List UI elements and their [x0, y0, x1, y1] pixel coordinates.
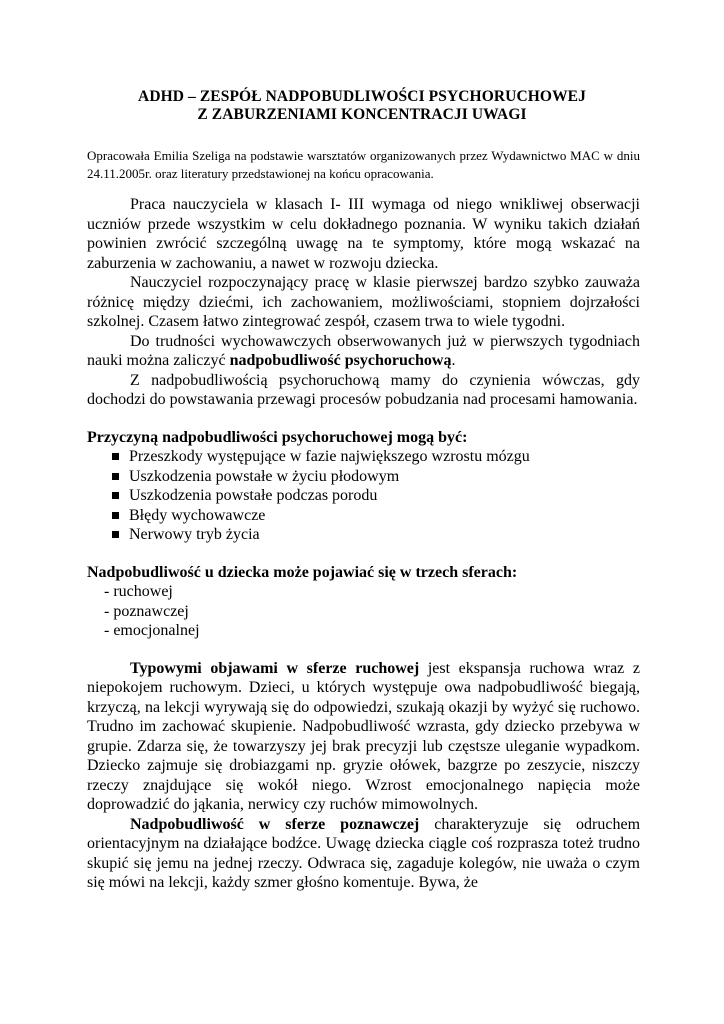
motor-sphere-bold: Typowymi objawami w sferze ruchowej	[130, 659, 420, 677]
list-item	[87, 447, 640, 467]
bullet-icon	[112, 473, 119, 480]
motor-sphere-text: jest ekspansja ruchowa wraz z niepokojem ruchowym. Dzieci, u których występuje owa nadpobudliwość biegają, krzyczą, na lekcji wyrywają się do odpowiedzi, szukają okazji by wyżyć się ruchowo. Trudno im zachować skupienie. Nadpobudliwość wzrasta, gdy dziecko przebywa w grupie. Zdarza się, że towarzyszy jej brak precyzji lub częstsze uleganie wypadkom. Dziecko zajmuje się drobiazgami np. gryzie ołówek, bazgrze po zeszycie, niszczy rzeczy znajdujące się wokół niego. Wzrost emocjonalnego napięcia może doprowadzić do jąkania, nerwicy czy ruchów mimowolnych.	[87, 659, 641, 813]
paragraph-1: Praca nauczyciela w klasach I- III wymaga od niego wnikliwej obserwacji uczniów przede wszystkim w celu dokładnego poznania. W wyniku takich działań powinien zwrócić szczególną uwagę na te symptomy, które mogą wskazać na zaburzenia w zachowaniu, a nawet w rozwoju dziecka.	[87, 196, 640, 272]
main-text	[87, 195, 640, 893]
list-item-text: Uszkodzenia powstałe w życiu płodowym	[129, 467, 400, 485]
document-title-line-2: Z ZABURZENIAMI KONCENTRACJI UWAGI	[197, 106, 527, 123]
sphere-item: - emocjonalnej	[104, 622, 200, 639]
sphere-item: - poznawczej	[104, 602, 189, 620]
paragraph-2: Nauczyciel rozpoczynający pracę w klasie pierwszej bardzo szybko zauważa różnicę między dziećmi, ich zachowaniem, możliwościami, stopniem dojrzałości szkolnej. Czasem łatwo zintegrować zespół, czasem trwa to wiele tygodni.	[87, 274, 640, 330]
cognitive-sphere-bold: Nadpobudliwość w sferze poznawczej	[130, 815, 420, 833]
cognitive-sphere-paragraph	[87, 815, 640, 893]
author-note: Opracowała Emilia Szeliga na podstawie warsztatów organizowanych przez Wydawnictwo MAC w dniu 24.11.2005r. oraz literatury przedstawionej na końcu opracowania.	[87, 148, 640, 181]
list-item-text: Przeszkody występujące w fazie największego wzrostu mózgu	[129, 448, 530, 465]
sphere-item: - ruchowej	[104, 583, 173, 600]
bullet-icon	[112, 453, 119, 460]
paragraph-3	[87, 332, 640, 371]
paragraph-3-text: Do trudności wychowawczych obserwowanych już w pierwszych tygodniach nauki można zaliczyć	[87, 332, 640, 369]
bullet-icon	[112, 492, 119, 499]
list-item	[87, 525, 640, 545]
bullet-icon	[112, 531, 119, 538]
list-item-text: Uszkodzenia powstałe podczas porodu	[129, 487, 378, 504]
causes-heading: Przyczyną nadpobudliwości psychoruchowej mogą być:	[87, 428, 468, 446]
spheres-heading: Nadpobudliwość u dziecka może pojawiać się w trzech sferach:	[87, 563, 518, 581]
paragraph-4: Z nadpobudliwością psychoruchową mamy do czynienia wówczas, gdy dochodzi do powstawania przewagi procesów pobudzania nad procesami hamowania.	[87, 371, 640, 408]
causes-list	[87, 447, 640, 545]
list-item	[87, 486, 640, 506]
document-title-line-1: ADHD – ZESPÓŁ NADPOBUDLIWOŚCI PSYCHORUCHOWEJ	[138, 88, 586, 105]
list-item	[87, 506, 640, 526]
bullet-icon	[112, 512, 119, 519]
paragraph-3-bold: nadpobudliwość psychoruchową	[229, 352, 452, 369]
motor-sphere-paragraph	[87, 659, 640, 815]
list-item-text: Błędy wychowawcze	[129, 506, 266, 524]
cognitive-sphere-text: charakteryzuje się odruchem orientacyjnym na działające bodźce. Uwagę dziecka ciągle coś rozprasza toteż trudno skupić się jemu na jednej rzeczy. Odwraca się, zagaduje kolegów, nie uważa o czym się mówi na lekcji, każdy szmer głośno komentuje. Bywa, że	[87, 815, 641, 891]
paragraph-3-end: .	[451, 352, 456, 369]
list-item-text: Nerwowy tryb życia	[129, 526, 260, 543]
list-item	[87, 467, 640, 487]
